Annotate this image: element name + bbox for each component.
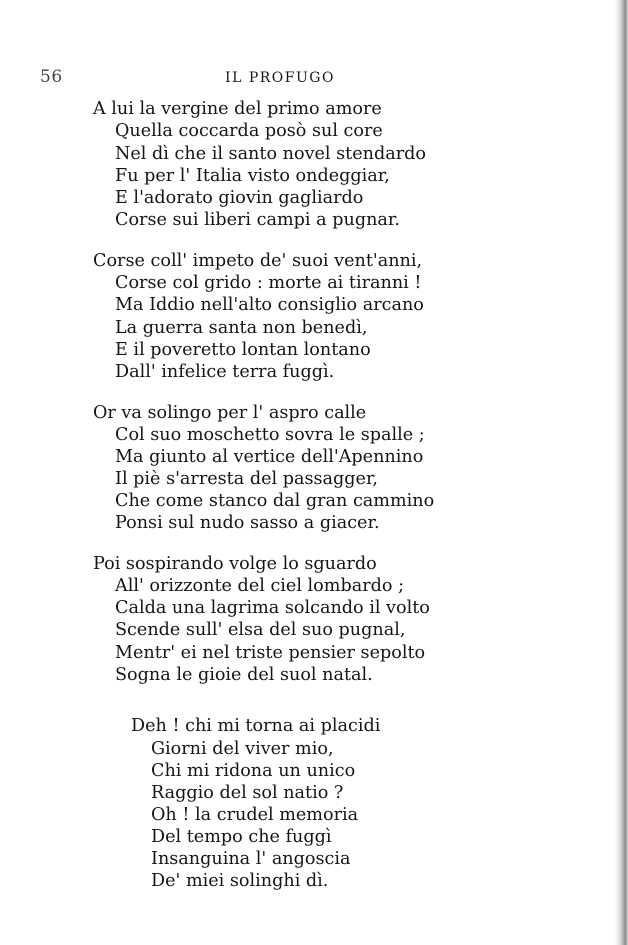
verse-line: Chi mi ridona un unico [151, 761, 356, 781]
verse-line: Corse sui liberi campi a pugnar. [115, 210, 400, 230]
verse-line: Sogna le gioie del suol natal. [115, 665, 373, 685]
running-title: IL PROFUGO [225, 70, 335, 86]
verse-line: Corse coll' impeto de' suoi vent'anni, [93, 251, 423, 271]
verse-line: Insanguina l' angoscia [151, 849, 351, 869]
verse-line: Ma giunto al vertice dell'Apennino [115, 447, 424, 467]
page-number: 56 [40, 67, 63, 87]
verse-line: Or va solingo per l' aspro calle [93, 403, 367, 423]
verse-line: Del tempo che fuggì [151, 827, 332, 847]
verse-line: Scende sull' elsa del suo pugnal, [115, 620, 406, 640]
verse-line: All' orizzonte del ciel lombardo ; [115, 576, 404, 596]
page-edge [614, 0, 628, 945]
verse-line: Giorni del viver mio, [151, 739, 334, 759]
verse-line: Raggio del sol natio ? [151, 783, 344, 803]
verse-line: A lui la vergine del primo amore [93, 99, 382, 119]
verse-line: Quella coccarda posò sul core [115, 121, 383, 141]
verse-line: Ma Iddio nell'alto consiglio arcano [115, 295, 424, 315]
verse-line: Ponsi sul nudo sasso a giacer. [115, 513, 380, 533]
verse-line: Mentr' ei nel triste pensier sepolto [115, 643, 426, 663]
verse-line: Dall' infelice terra fuggì. [115, 362, 335, 382]
verse-line: La guerra santa non benedì, [115, 318, 368, 338]
verse-line: Fu per l' Italia visto ondeggiar, [115, 166, 390, 186]
verse-line: De' miei solinghi dì. [151, 871, 329, 891]
verse-line: Nel dì che il santo novel stendardo [115, 144, 427, 164]
verse-line: Calda una lagrima solcando il volto [115, 598, 430, 618]
verse-line: Col suo moschetto sovra le spalle ; [115, 425, 425, 445]
verse-line: Poi sospirando volge lo sguardo [93, 554, 377, 574]
verse-line: Corse col grido : morte ai tiranni ! [115, 273, 422, 293]
verse-line: E il poveretto lontan lontano [115, 340, 371, 360]
verse-line: Oh ! la crudel memoria [151, 805, 359, 825]
verse-line: Che come stanco dal gran cammino [115, 491, 435, 511]
verse-line: E l'adorato giovin gagliardo [115, 188, 364, 208]
verse-line: Deh ! chi mi torna ai placidi [131, 716, 381, 736]
verse-line: Il piè s'arresta del passagger, [115, 469, 379, 489]
